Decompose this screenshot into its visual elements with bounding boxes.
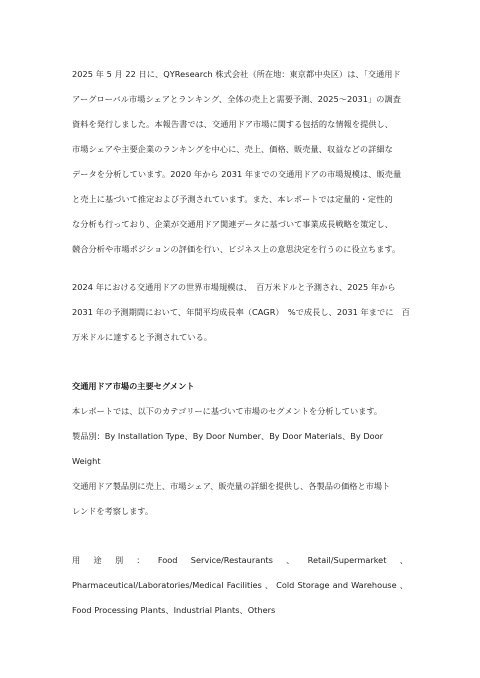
app-word: 、 <box>399 555 408 565</box>
app-word: 、 <box>286 555 295 565</box>
product-types: 製品別：By Installation Type、By Door Number、By Door Materials、By Door Weight <box>72 431 384 466</box>
spacer <box>72 524 408 548</box>
product-note-line: レンドを考察します。 <box>72 506 154 516</box>
market-size-line: 2024 年における交通用ドアの世界市場規模は、 百万米ドルと予測され、2025 年から <box>72 282 396 292</box>
applications-line-1 <box>72 548 408 573</box>
intro-line: な分析も行っており、企業が交通用ドア関連データに基づいて事業成長戦略を策定し、 <box>72 219 394 229</box>
app-word: 、 <box>264 580 274 590</box>
app-word: 用 <box>72 555 81 565</box>
app-word: 別 <box>114 555 124 565</box>
intro-line: アーグローバル市場シェアとランキング、全体の売上と需要予測、2025～2031」の調査 <box>72 94 401 104</box>
segments-intro: 本レポートでは、以下のカテゴリーに基づいて市場のセグメントを分析しています。 <box>72 406 383 416</box>
product-note-line: 交通用ドア製品別に売上、市場シェア、販売量の詳細を提供し、各製品の価格と市場ト <box>72 481 391 491</box>
applications-line-3: Food Processing Plants、Industrial Plants、Others <box>72 605 276 615</box>
app-word: Facilities <box>226 580 262 590</box>
app-word: Pharmaceutical/Laboratories/Medical <box>72 580 224 590</box>
intro-line: 2025 年 5 月 22 日に、QYResearch 株式会社（所在地：東京都中央区）は、「交通用ド <box>72 69 401 79</box>
app-word: Storage <box>297 580 330 590</box>
document-page <box>72 62 408 623</box>
app-word: and <box>332 580 349 590</box>
app-word: Service/Restaurants <box>190 555 273 565</box>
app-word: 途 <box>93 555 102 565</box>
intro-paragraph <box>72 62 408 262</box>
intro-line: と売上に基づいて推定および予測されています。また、本レポートでは定量的・定性的 <box>72 194 393 204</box>
product-note <box>72 474 408 524</box>
intro-line: 競合分析や市場ポジションの評価を行い、ビジネス上の意思決定を行うのに役立ちます。 <box>72 244 401 254</box>
app-word: ： <box>136 555 145 565</box>
app-word: Cold <box>276 580 295 590</box>
app-word: Retail/Supermarket <box>307 555 387 565</box>
market-size-paragraph <box>72 275 408 350</box>
intro-line: 市場シェアや主要企業のランキングを中心に、売上、価格、販売量、収益などの詳細な <box>72 144 393 154</box>
intro-line: 資料を発行しました。本報告書では、交通用ドア市場に関する包括的な情報を提供し、 <box>72 119 394 129</box>
applications-line-2 <box>72 573 408 598</box>
app-word: Food <box>157 555 178 565</box>
segments-heading: 交通用ドア市場の主要セグメント <box>72 381 195 391</box>
app-word: Warehouse <box>351 580 397 590</box>
market-size-line: 万米ドルに達すると予測されている。 <box>72 332 213 342</box>
market-size-line: 2031 年の予測期間において、年間平均成長率（CAGR） %で成長し、2031 年までに 百 <box>72 307 410 317</box>
intro-line: データを分析しています。2020 年から 2031 年までの交通用ドアの市場規模は、販売量 <box>72 169 402 179</box>
app-word: 、 <box>399 580 408 590</box>
applications-paragraph <box>72 548 408 623</box>
